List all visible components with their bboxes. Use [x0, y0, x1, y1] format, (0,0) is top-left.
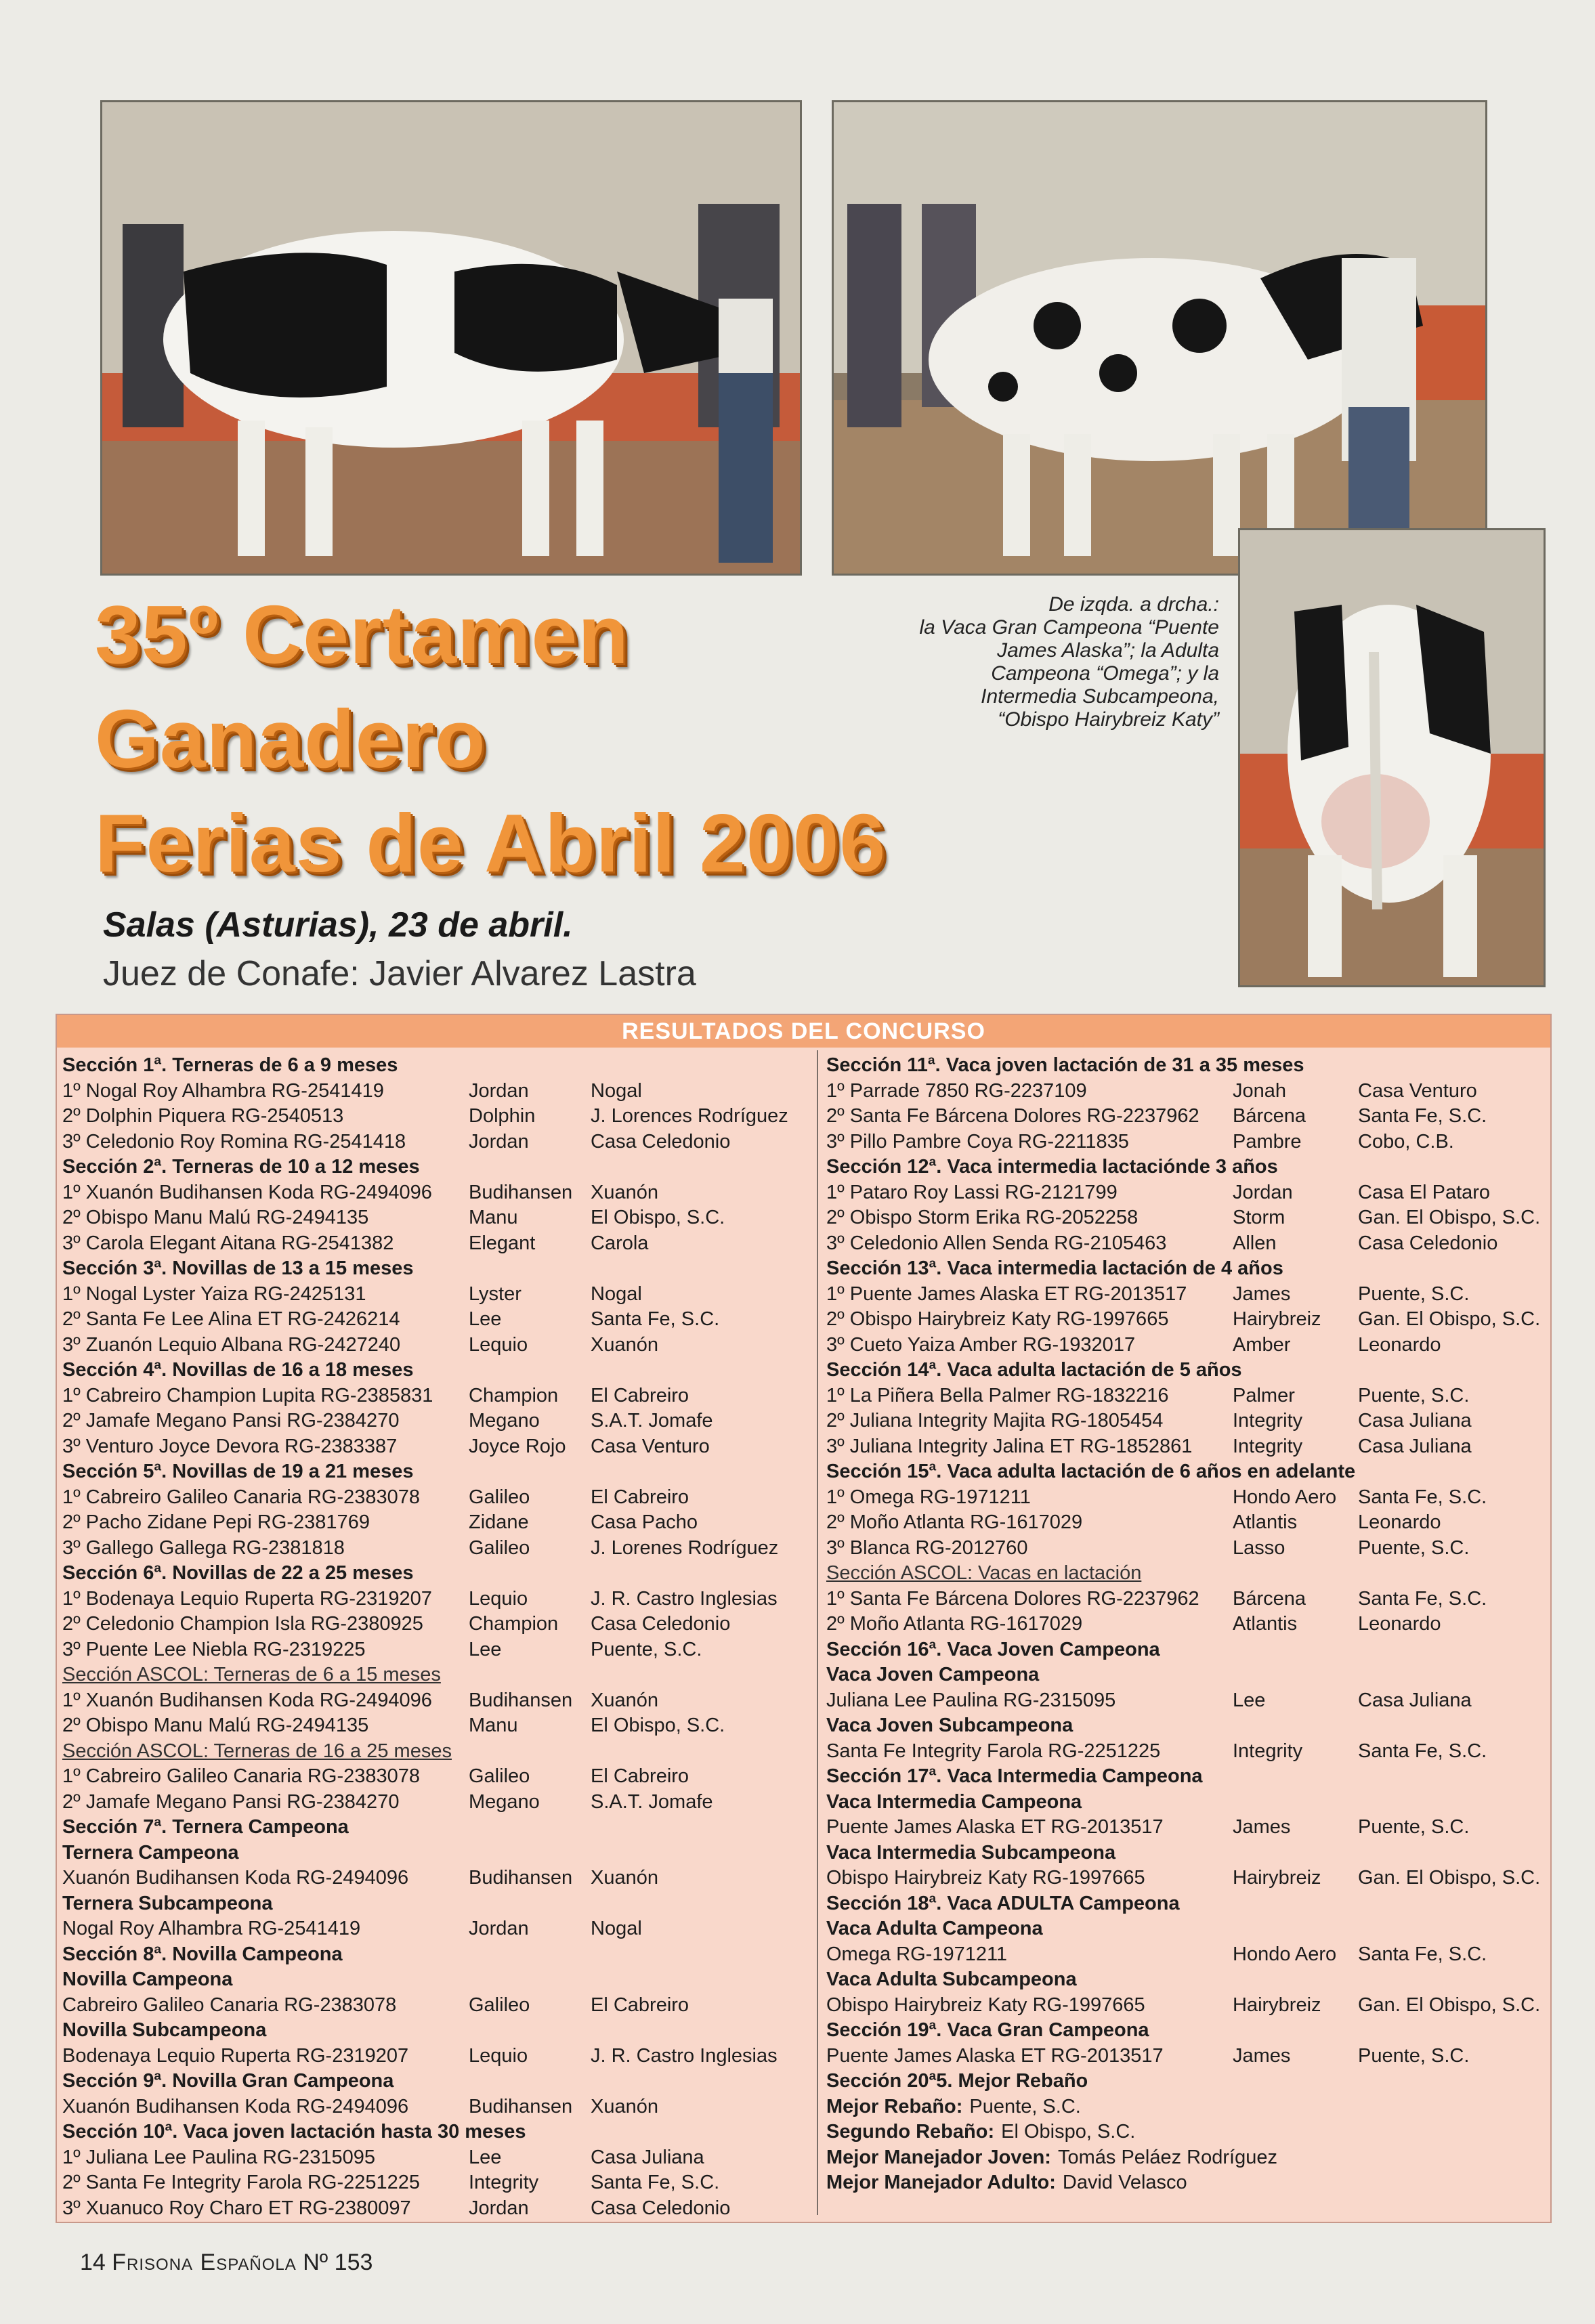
section-heading: Vaca Joven Subcampeona	[826, 1715, 1073, 1736]
breeder-name: Puente, S.C.	[591, 1638, 702, 1660]
sire-name: James	[1233, 1283, 1291, 1305]
animal-name: 3º Xuanuco Roy Charo ET RG-2380097	[62, 2197, 411, 2219]
breeder-name: Puente, S.C.	[1358, 1283, 1470, 1305]
breeder-name: El Obispo, S.C.	[591, 1207, 725, 1228]
sire-name: Megano	[469, 1790, 540, 1813]
caption-line: Campeona “Omega”; y la	[991, 662, 1219, 685]
breeder-name: Gan. El Obispo, S.C.	[1358, 1308, 1541, 1330]
article-title	[95, 582, 886, 895]
breeder-name: Casa Celedonio	[591, 1613, 731, 1635]
result-row	[826, 1129, 1551, 1155]
animal-name: Cabreiro Galileo Canaria RG-2383078	[62, 1994, 397, 2016]
sire-name: Allen	[1233, 1232, 1277, 1254]
sire-name: Lequio	[469, 2044, 528, 2067]
result-row	[826, 1866, 1551, 1891]
results-column-left	[62, 1053, 814, 2221]
breeder-name: El Obispo, S.C.	[591, 1715, 725, 1736]
breeder-name: Gan. El Obispo, S.C.	[1358, 1867, 1541, 1889]
result-row	[62, 1307, 814, 1333]
title-line-3: Ferias de Abril 2006	[95, 797, 887, 889]
sire-name: Budihansen	[469, 1867, 573, 1889]
result-row	[62, 1333, 814, 1358]
sire-name: Lequio	[469, 1333, 528, 1356]
animal-name: 1º Xuanón Budihansen Koda RG-2494096	[62, 1181, 432, 1203]
section-heading: Sección 18ª. Vaca ADULTA Campeona	[826, 1892, 1180, 1914]
result-row	[826, 1688, 1551, 1714]
sire-name: Elegant	[469, 1232, 536, 1254]
animal-name: 2º Obispo Storm Erika RG-2052258	[826, 1207, 1139, 1228]
section-heading: Vaca Adulta Campeona	[826, 1918, 1043, 1939]
animal-name: 1º Puente James Alaska ET RG-2013517	[826, 1283, 1187, 1305]
ascol-section-heading: Sección ASCOL: Terneras de 6 a 15 meses	[62, 1664, 441, 1685]
cow-photo-illustration	[1240, 530, 1544, 985]
breeder-name: Casa Juliana	[1358, 1435, 1472, 1457]
award-row	[826, 2170, 1551, 2196]
award-value: David Velasco	[1062, 2172, 1187, 2193]
animal-name: 1º Pataro Roy Lassi RG-2121799	[826, 1181, 1118, 1203]
result-row	[62, 1104, 814, 1129]
section-heading: Sección 5ª. Novillas de 19 a 21 meses	[62, 1461, 414, 1482]
result-row	[826, 1942, 1551, 1968]
section-heading: Sección 19ª. Vaca Gran Campeona	[826, 2019, 1149, 2041]
award-label: Mejor Manejador Adulto:	[826, 2172, 1056, 2193]
result-row	[62, 1587, 814, 1612]
sire-name: Lee	[469, 1638, 502, 1660]
animal-name: 3º Gallego Gallega RG-2381818	[62, 1536, 345, 1559]
section-heading: Novilla Subcampeona	[62, 2019, 267, 2041]
sire-name: Storm	[1233, 1207, 1285, 1228]
result-row	[62, 1129, 814, 1155]
breeder-name: Santa Fe, S.C.	[1358, 1587, 1487, 1610]
breeder-name: Casa Venturo	[1358, 1079, 1477, 1102]
sire-name: Hondo Aero	[1233, 1486, 1337, 1508]
section-heading: Sección 6ª. Novillas de 22 a 25 meses	[62, 1562, 414, 1584]
animal-name: 1º Cabreiro Galileo Canaria RG-2383078	[62, 1765, 421, 1787]
section-heading: Sección 10ª. Vaca joven lactación hasta 30 meses	[62, 2121, 526, 2143]
result-row	[826, 1307, 1551, 1333]
result-row	[62, 2170, 814, 2196]
cow-photo-illustration	[834, 102, 1485, 574]
animal-name: 2º Jamafe Megano Pansi RG-2384270	[62, 1410, 400, 1432]
issue-number: Nº 153	[303, 2250, 373, 2275]
animal-name: 1º La Piñera Bella Palmer RG-1832216	[826, 1384, 1169, 1406]
ascol-section-heading: Sección ASCOL: Vacas en lactación	[826, 1562, 1142, 1584]
breeder-name: Nogal	[591, 1918, 642, 1939]
result-row	[62, 1079, 814, 1104]
result-row	[826, 1408, 1551, 1434]
animal-name: 2º Obispo Manu Malú RG-2494135	[62, 1207, 369, 1228]
results-box	[56, 1014, 1552, 2223]
result-row	[826, 1536, 1551, 1562]
result-row	[62, 1688, 814, 1714]
sire-name: Amber	[1233, 1333, 1291, 1356]
caption-line: “Obispo Hairybreiz Katy”	[998, 708, 1219, 731]
sire-name: Champion	[469, 1613, 559, 1635]
breeder-name: S.A.T. Jomafe	[591, 1410, 713, 1432]
animal-name: Juliana Lee Paulina RG-2315095	[826, 1689, 1116, 1711]
breeder-name: Xuanón	[591, 2095, 658, 2117]
result-row	[826, 1485, 1551, 1511]
award-value: Puente, S.C.	[969, 2095, 1081, 2117]
section-heading: Sección 8ª. Novilla Campeona	[62, 1943, 343, 1965]
animal-name: 2º Santa Fe Bárcena Dolores RG-2237962	[826, 1105, 1199, 1127]
breeder-name: Santa Fe, S.C.	[591, 2172, 720, 2193]
section-heading: Sección 15ª. Vaca adulta lactación de 6 años en adelante	[826, 1461, 1356, 1482]
breeder-name: El Cabreiro	[591, 1994, 689, 2016]
result-row	[62, 1612, 814, 1637]
breeder-name: Carola	[591, 1232, 649, 1254]
breeder-name: Leonardo	[1358, 1613, 1441, 1635]
result-row	[826, 1587, 1551, 1612]
animal-name: 3º Puente Lee Niebla RG-2319225	[62, 1638, 366, 1660]
breeder-name: Santa Fe, S.C.	[1358, 1943, 1487, 1965]
section-heading: Sección 3ª. Novillas de 13 a 15 meses	[62, 1257, 414, 1279]
sire-name: Jordan	[469, 2197, 529, 2219]
result-row	[62, 1713, 814, 1739]
animal-name: 3º Zuanón Lequio Albana RG-2427240	[62, 1333, 401, 1356]
sire-name: Zidane	[469, 1511, 529, 1533]
animal-name: 2º Jamafe Megano Pansi RG-2384270	[62, 1790, 400, 1813]
result-row	[826, 1231, 1551, 1257]
animal-name: 3º Pillo Pambre Coya RG-2211835	[826, 1130, 1129, 1153]
animal-name: Obispo Hairybreiz Katy RG-1997665	[826, 1994, 1145, 2016]
animal-name: 3º Celedonio Roy Romina RG-2541418	[62, 1130, 406, 1153]
ascol-section-heading: Sección ASCOL: Terneras de 16 a 25 meses	[62, 1740, 452, 1762]
award-row	[826, 2145, 1551, 2171]
page-footer	[80, 2250, 373, 2276]
award-row	[826, 2094, 1551, 2120]
result-row	[826, 1612, 1551, 1637]
animal-name: Xuanón Budihansen Koda RG-2494096	[62, 1867, 409, 1889]
breeder-name: Santa Fe, S.C.	[591, 1308, 720, 1330]
sire-name: Galileo	[469, 1486, 530, 1508]
sire-name: Pambre	[1233, 1130, 1302, 1153]
title-line-2: Ganadero	[95, 693, 486, 785]
breeder-name: J. R. Castro Inglesias	[591, 1587, 778, 1610]
result-row	[62, 1510, 814, 1536]
sire-name: Jordan	[469, 1130, 529, 1153]
breeder-name: Xuanón	[591, 1181, 658, 1203]
breeder-name: El Cabreiro	[591, 1486, 689, 1508]
breeder-name: Gan. El Obispo, S.C.	[1358, 1207, 1541, 1228]
caption-line: Intermedia Subcampeona,	[981, 685, 1219, 708]
animal-name: 3º Carola Elegant Aitana RG-2541382	[62, 1232, 394, 1254]
magazine-name: Frisona Española	[112, 2250, 297, 2275]
photo-caption	[799, 593, 1219, 731]
award-label: Mejor Rebaño:	[826, 2095, 963, 2117]
animal-name: 2º Celedonio Champion Isla RG-2380925	[62, 1613, 423, 1635]
breeder-name: Casa Celedonio	[591, 1130, 731, 1153]
breeder-name: Puente, S.C.	[1358, 1536, 1470, 1559]
breeder-name: Santa Fe, S.C.	[1358, 1486, 1487, 1508]
sire-name: Integrity	[1233, 1740, 1303, 1762]
animal-name: 1º Nogal Lyster Yaiza RG-2425131	[62, 1283, 366, 1305]
results-column-right	[826, 1053, 1551, 2196]
result-row	[62, 2094, 814, 2120]
animal-name: 2º Juliana Integrity Majita RG-1805454	[826, 1410, 1164, 1432]
section-heading: Sección 20ª5. Mejor Rebaño	[826, 2070, 1088, 2092]
animal-name: Bodenaya Lequio Ruperta RG-2319207	[62, 2044, 409, 2067]
animal-name: Obispo Hairybreiz Katy RG-1997665	[826, 1867, 1145, 1889]
sire-name: Hairybreiz	[1233, 1867, 1321, 1889]
sire-name: Hondo Aero	[1233, 1943, 1337, 1965]
result-row	[62, 1916, 814, 1942]
section-heading: Sección 12ª. Vaca intermedia lactaciónde 3 años	[826, 1156, 1278, 1178]
sire-name: Jonah	[1233, 1079, 1287, 1102]
breeder-name: Leonardo	[1358, 1511, 1441, 1533]
breeder-name: Leonardo	[1358, 1333, 1441, 1356]
column-divider	[817, 1050, 818, 2215]
sire-name: Jordan	[1233, 1181, 1293, 1203]
animal-name: 1º Cabreiro Champion Lupita RG-2385831	[62, 1384, 433, 1406]
section-heading: Novilla Campeona	[62, 1968, 233, 1990]
result-row	[826, 1510, 1551, 1536]
breeder-name: Puente, S.C.	[1358, 1384, 1470, 1406]
result-row	[62, 1282, 814, 1308]
section-heading: Sección 7ª. Ternera Campeona	[62, 1816, 349, 1838]
sire-name: Manu	[469, 1207, 518, 1228]
section-heading: Sección 1ª. Terneras de 6 a 9 meses	[62, 1054, 398, 1076]
result-row	[826, 1104, 1551, 1129]
breeder-name: Nogal	[591, 1079, 642, 1102]
title-line-1: 35º Certamen	[95, 588, 629, 681]
breeder-name: Xuanón	[591, 1689, 658, 1711]
sire-name: Megano	[469, 1410, 540, 1432]
result-row	[826, 1383, 1551, 1409]
photo-intermedia-subcampeona	[1238, 528, 1546, 987]
sire-name: Galileo	[469, 1536, 530, 1559]
result-row	[62, 2196, 814, 2222]
sire-name: Galileo	[469, 1765, 530, 1787]
sire-name: Joyce Rojo	[469, 1435, 566, 1457]
section-heading: Sección 14ª. Vaca adulta lactación de 5 años	[826, 1359, 1242, 1381]
result-row	[826, 1333, 1551, 1358]
sire-name: Budihansen	[469, 2095, 573, 2117]
breeder-name: Nogal	[591, 1283, 642, 1305]
breeder-name: Cobo, C.B.	[1358, 1130, 1454, 1153]
photo-gran-campeona	[100, 100, 802, 576]
animal-name: Xuanón Budihansen Koda RG-2494096	[62, 2095, 409, 2117]
result-row	[62, 1993, 814, 2019]
section-heading: Sección 11ª. Vaca joven lactación de 31 a 35 meses	[826, 1054, 1304, 1076]
sire-name: Integrity	[1233, 1435, 1303, 1457]
results-header: RESULTADOS DEL CONCURSO	[57, 1015, 1550, 1048]
breeder-name: Santa Fe, S.C.	[1358, 1740, 1487, 1762]
judge-line: Juez de Conafe: Javier Alvarez Lastra	[103, 954, 696, 993]
sire-name: Atlantis	[1233, 1511, 1298, 1533]
breeder-name: Puente, S.C.	[1358, 2044, 1470, 2067]
result-row	[62, 1866, 814, 1891]
section-heading: Vaca Adulta Subcampeona	[826, 1968, 1077, 1990]
result-row	[62, 1383, 814, 1409]
result-row	[826, 1739, 1551, 1765]
result-row	[62, 1180, 814, 1206]
result-row	[826, 1282, 1551, 1308]
breeder-name: Gan. El Obispo, S.C.	[1358, 1994, 1541, 2016]
breeder-name: Casa Celedonio	[591, 2197, 731, 2219]
breeder-name: Xuanón	[591, 1333, 658, 1356]
result-row	[826, 1180, 1551, 1206]
animal-name: Omega RG-1971211	[826, 1943, 1008, 1965]
section-heading: Vaca Joven Campeona	[826, 1664, 1040, 1685]
breeder-name: S.A.T. Jomafe	[591, 1790, 713, 1813]
sire-name: James	[1233, 1816, 1291, 1838]
sire-name: Atlantis	[1233, 1613, 1298, 1635]
animal-name: 1º Xuanón Budihansen Koda RG-2494096	[62, 1689, 432, 1711]
award-value: Tomás Peláez Rodríguez	[1057, 2146, 1277, 2168]
section-heading: Sección 16ª. Vaca Joven Campeona	[826, 1638, 1160, 1660]
section-heading: Ternera Campeona	[62, 1841, 239, 1864]
event-location-date: Salas (Asturias), 23 de abril.	[103, 905, 573, 945]
animal-name: 3º Celedonio Allen Senda RG-2105463	[826, 1232, 1167, 1254]
sire-name: Lee	[469, 2146, 502, 2168]
sire-name: Bárcena	[1233, 1587, 1306, 1610]
breeder-name: Puente, S.C.	[1358, 1816, 1470, 1838]
breeder-name: Casa Juliana	[1358, 1689, 1472, 1711]
animal-name: 1º Santa Fe Bárcena Dolores RG-2237962	[826, 1587, 1199, 1610]
animal-name: 2º Pacho Zidane Pepi RG-2381769	[62, 1511, 370, 1533]
animal-name: 2º Obispo Manu Malú RG-2494135	[62, 1715, 369, 1736]
sire-name: Integrity	[1233, 1410, 1303, 1432]
result-row	[826, 1079, 1551, 1104]
result-row	[62, 1637, 814, 1663]
caption-line: James Alaska”; la Adulta	[997, 639, 1219, 662]
sire-name: Integrity	[469, 2172, 539, 2193]
result-row	[62, 2145, 814, 2171]
breeder-name: Xuanón	[591, 1867, 658, 1889]
breeder-name: Santa Fe, S.C.	[1358, 1105, 1487, 1127]
animal-name: Puente James Alaska ET RG-2013517	[826, 2044, 1164, 2067]
sire-name: James	[1233, 2044, 1291, 2067]
section-heading: Sección 2ª. Terneras de 10 a 12 meses	[62, 1156, 420, 1178]
section-heading: Sección 4ª. Novillas de 16 a 18 meses	[62, 1359, 414, 1381]
photo-adulta-campeona	[832, 100, 1487, 576]
animal-name: Santa Fe Integrity Farola RG-2251225	[826, 1740, 1161, 1762]
animal-name: 1º Juliana Lee Paulina RG-2315095	[62, 2146, 376, 2168]
animal-name: 2º Dolphin Piquera RG-2540513	[62, 1105, 344, 1127]
sire-name: Hairybreiz	[1233, 1994, 1321, 2016]
breeder-name: J. Lorences Rodríguez	[591, 1105, 788, 1127]
animal-name: 1º Omega RG-1971211	[826, 1486, 1031, 1508]
result-row	[62, 1408, 814, 1434]
result-row	[826, 1993, 1551, 2019]
animal-name: 2º Santa Fe Integrity Farola RG-2251225	[62, 2172, 421, 2193]
sire-name: Lee	[469, 1308, 502, 1330]
animal-name: 2º Moño Atlanta RG-1617029	[826, 1613, 1083, 1635]
breeder-name: J. R. Castro Inglesias	[591, 2044, 778, 2067]
sire-name: Lasso	[1233, 1536, 1285, 1559]
cow-photo-illustration	[102, 102, 800, 574]
sire-name: Champion	[469, 1384, 559, 1406]
sire-name: Dolphin	[469, 1105, 536, 1127]
page-number: 14	[80, 2250, 106, 2275]
animal-name: 2º Obispo Hairybreiz Katy RG-1997665	[826, 1308, 1169, 1330]
award-label: Mejor Manejador Joven:	[826, 2146, 1051, 2168]
caption-line: la Vaca Gran Campeona “Puente	[919, 616, 1219, 639]
breeder-name: El Cabreiro	[591, 1765, 689, 1787]
sire-name: Bárcena	[1233, 1105, 1306, 1127]
breeder-name: J. Lorenes Rodríguez	[591, 1536, 779, 1559]
section-heading: Vaca Intermedia Campeona	[826, 1790, 1082, 1813]
award-row	[826, 2119, 1551, 2145]
section-heading: Sección 17ª. Vaca Intermedia Campeona	[826, 1765, 1203, 1787]
sire-name: Hairybreiz	[1233, 1308, 1321, 1330]
section-heading: Ternera Subcampeona	[62, 1892, 273, 1914]
caption-line: De izqda. a drcha.:	[1048, 593, 1219, 616]
sire-name: Jordan	[469, 1918, 529, 1939]
sire-name: Galileo	[469, 1994, 530, 2016]
result-row	[62, 1764, 814, 1790]
sire-name: Lyster	[469, 1283, 522, 1305]
result-row	[62, 1536, 814, 1562]
animal-name: Puente James Alaska ET RG-2013517	[826, 1816, 1164, 1838]
animal-name: 2º Santa Fe Lee Alina ET RG-2426214	[62, 1308, 400, 1330]
result-row	[826, 1815, 1551, 1841]
section-heading: Vaca Intermedia Subcampeona	[826, 1841, 1116, 1864]
result-row	[826, 1205, 1551, 1231]
award-label: Segundo Rebaño:	[826, 2121, 995, 2143]
animal-name: 1º Parrade 7850 RG-2237109	[826, 1079, 1087, 1102]
animal-name: 3º Blanca RG-2012760	[826, 1536, 1028, 1559]
sire-name: Lequio	[469, 1587, 528, 1610]
breeder-name: El Cabreiro	[591, 1384, 689, 1406]
breeder-name: Casa Pacho	[591, 1511, 698, 1533]
award-value: El Obispo, S.C.	[1001, 2121, 1136, 2143]
section-heading: Sección 13ª. Vaca intermedia lactación de 4 años	[826, 1257, 1283, 1279]
result-row	[62, 1205, 814, 1231]
breeder-name: Casa Juliana	[1358, 1410, 1472, 1432]
sire-name: Budihansen	[469, 1689, 573, 1711]
sire-name: Jordan	[469, 1079, 529, 1102]
sire-name: Palmer	[1233, 1384, 1295, 1406]
result-row	[826, 1434, 1551, 1460]
result-row	[62, 2044, 814, 2069]
section-heading: Sección 9ª. Novilla Gran Campeona	[62, 2070, 394, 2092]
result-row	[62, 1231, 814, 1257]
animal-name: 1º Nogal Roy Alhambra RG-2541419	[62, 1079, 384, 1102]
sire-name: Manu	[469, 1715, 518, 1736]
animal-name: 3º Venturo Joyce Devora RG-2383387	[62, 1435, 398, 1457]
breeder-name: Casa Venturo	[591, 1435, 710, 1457]
animal-name: 3º Cueto Yaiza Amber RG-1932017	[826, 1333, 1136, 1356]
sire-name: Lee	[1233, 1689, 1266, 1711]
sire-name: Budihansen	[469, 1181, 573, 1203]
result-row	[62, 1485, 814, 1511]
result-row	[826, 2044, 1551, 2069]
breeder-name: Casa Juliana	[591, 2146, 704, 2168]
animal-name: 2º Moño Atlanta RG-1617029	[826, 1511, 1083, 1533]
result-row	[62, 1790, 814, 1815]
result-row	[62, 1434, 814, 1460]
breeder-name: Casa Celedonio	[1358, 1232, 1498, 1254]
animal-name: 1º Bodenaya Lequio Ruperta RG-2319207	[62, 1587, 432, 1610]
animal-name: Nogal Roy Alhambra RG-2541419	[62, 1918, 361, 1939]
breeder-name: Casa El Pataro	[1358, 1181, 1491, 1203]
animal-name: 1º Cabreiro Galileo Canaria RG-2383078	[62, 1486, 421, 1508]
animal-name: 3º Juliana Integrity Jalina ET RG-1852861	[826, 1435, 1193, 1457]
